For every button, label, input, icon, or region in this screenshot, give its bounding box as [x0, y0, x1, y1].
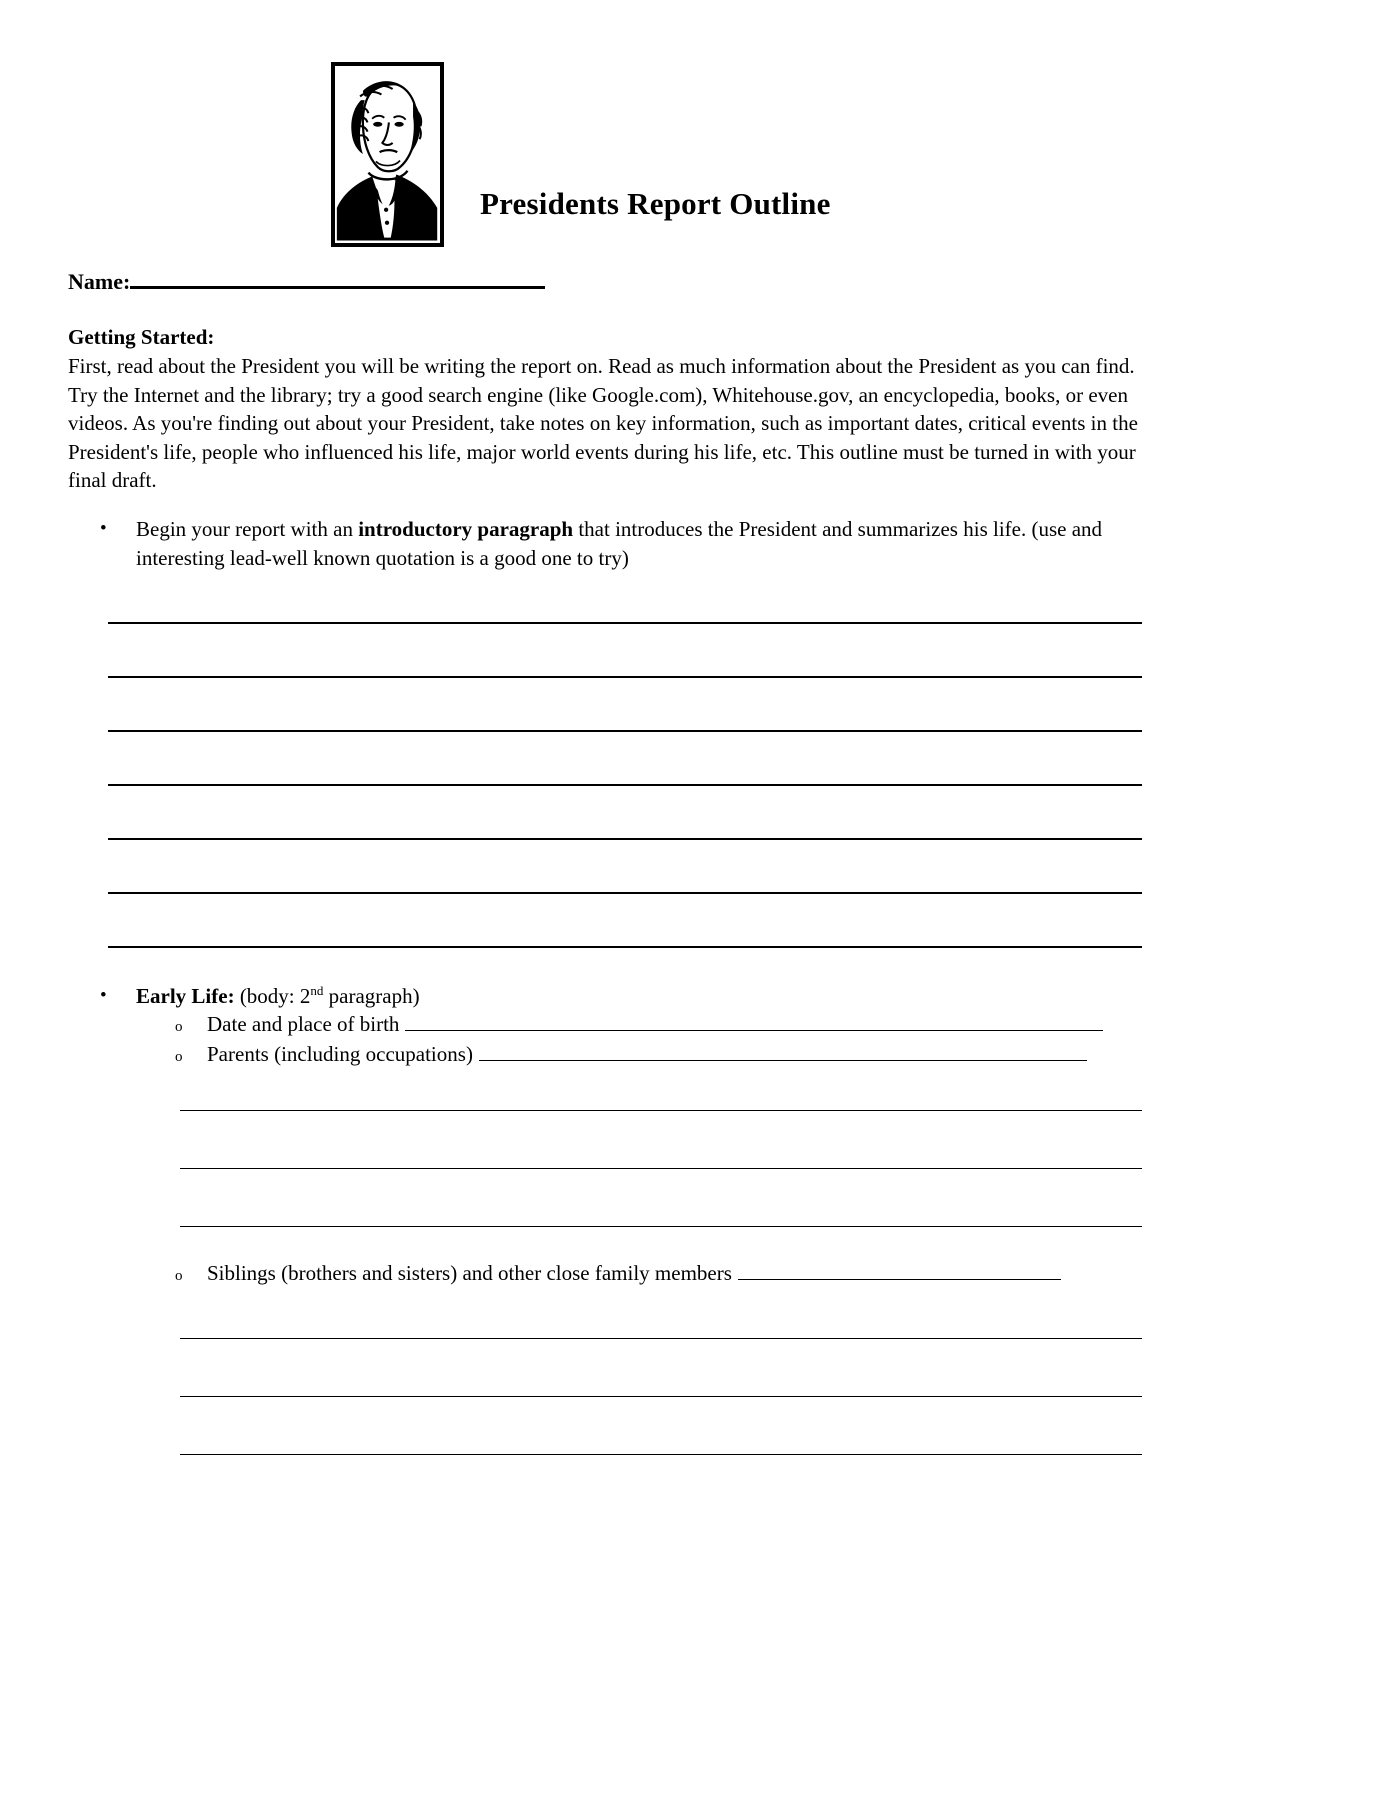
early-life-detail-before: (body: 2	[234, 984, 311, 1008]
bullet-intro-text	[136, 515, 1140, 572]
bullet-early-life	[100, 982, 900, 1011]
writing-line[interactable]	[180, 1226, 1142, 1227]
early-life-detail-after: paragraph)	[323, 984, 420, 1008]
sub-bullet-marker-icon: o	[175, 1049, 183, 1065]
early-life-label: Early Life:	[136, 984, 235, 1008]
document-header	[0, 62, 1391, 262]
writing-line[interactable]	[108, 784, 1142, 786]
writing-line[interactable]	[180, 1396, 1142, 1397]
bullet-intro-bold: introductory paragraph	[358, 517, 574, 541]
writing-line[interactable]	[108, 622, 1142, 624]
bullet-marker-icon: •	[100, 518, 107, 539]
george-washington-portrait-icon	[331, 62, 444, 247]
sub-item-siblings	[175, 1259, 1061, 1290]
bullet-marker-icon: •	[100, 985, 107, 1006]
bullet-intro-text-after: that introduces the President and summarizes his life. (use and interesting lead-well known quotation is a good one to try)	[136, 517, 1103, 570]
page-title: Presidents Report Outline	[480, 186, 831, 221]
writing-line[interactable]	[180, 1110, 1142, 1111]
bullet-intro-paragraph	[100, 515, 1140, 572]
sub-item-label: Date and place of birth	[207, 1012, 400, 1036]
getting-started-paragraph: First, read about the President you will be writing the report on. Read as much information about the President as you can find. Try the Internet and the library; try a good search engine (like Google.com), Whitehouse.gov, an encyclopedia, books, or even videos. As you're finding out about your President, take notes on key information, such as important dates, critical events in the President's life, people who influenced his life, major world events during his life, etc. This outline must be turned in with your final draft.	[68, 354, 1138, 492]
writing-line[interactable]	[108, 946, 1142, 948]
sub-item-label: Siblings (brothers and sisters) and other close family members	[207, 1261, 732, 1285]
bullet-intro-text-before: Begin your report with an	[136, 517, 359, 541]
getting-started-heading: Getting Started:	[68, 325, 215, 349]
bullet-early-life-text	[136, 982, 900, 1011]
writing-line[interactable]	[180, 1168, 1142, 1169]
writing-line[interactable]	[108, 676, 1142, 678]
sub-item-label: Parents (including occupations)	[207, 1042, 473, 1066]
name-field-row	[68, 267, 545, 295]
parents-input[interactable]	[479, 1043, 1087, 1061]
writing-line[interactable]	[108, 730, 1142, 732]
early-life-ordinal-suffix: nd	[310, 983, 324, 998]
writing-line[interactable]	[180, 1338, 1142, 1339]
writing-line[interactable]	[108, 892, 1142, 894]
sub-bullet-marker-icon: o	[175, 1019, 183, 1035]
date-place-of-birth-input[interactable]	[405, 1013, 1103, 1031]
name-label: Name:	[68, 269, 131, 294]
sub-bullet-marker-icon: o	[175, 1268, 183, 1284]
writing-line[interactable]	[180, 1454, 1142, 1455]
name-input[interactable]	[130, 267, 545, 289]
sub-item-date-place-of-birth	[175, 1010, 1103, 1041]
sub-item-parents	[175, 1040, 1087, 1071]
writing-line[interactable]	[108, 838, 1142, 840]
siblings-input[interactable]	[738, 1262, 1061, 1280]
